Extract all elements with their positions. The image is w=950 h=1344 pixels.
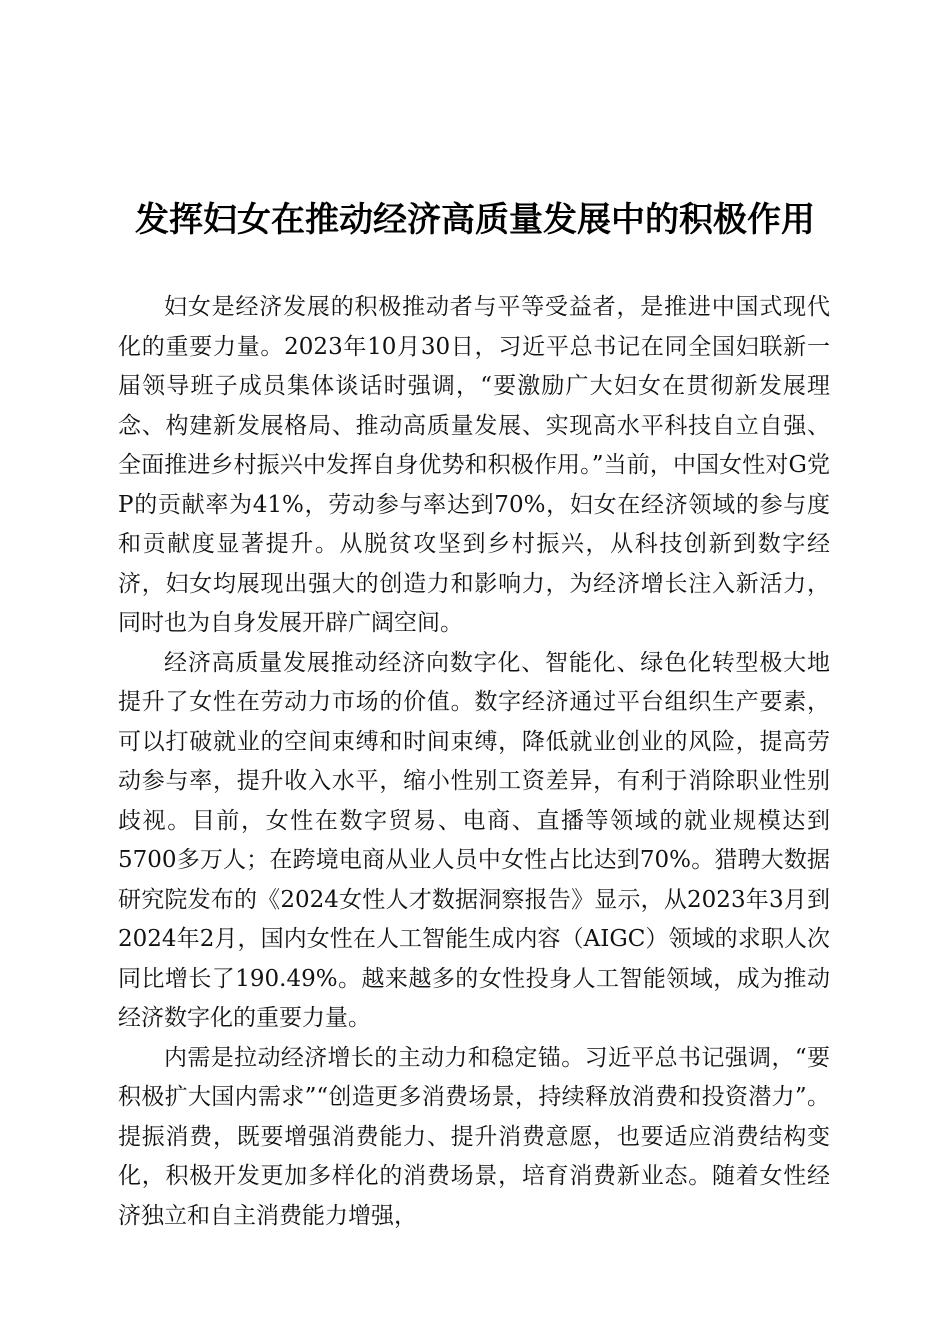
document-body (118, 288, 830, 1236)
paragraph-3: 内需是拉动经济增长的主动力和稳定锚。习近平总书记强调，“要积极扩大国内需求”“创造更多消费场景，持续释放消费和投资潜力”。提振消费，既要增强消费能力、提升消费意愿，也要适应消费结构变化，积极开发更加多样化的消费场景，培育消费新业态。随着女性经济独立和自主消费能力增强， (118, 1044, 830, 1229)
paragraph-1: 妇女是经济发展的积极推动者与平等受益者，是推进中国式现代化的重要力量。2023年10月30日，习近平总书记在同全国妇联新一届领导班子成员集体谈话时强调，“要激励广大妇女在贯彻新发展理念、构建新发展格局、推动高质量发展、实现高水平科技自立自强、全面推进乡村振兴中发挥自身优势和积极作用。”当前，中国女性对G党P的贡献率为41%，劳动参与率达到70%，妇女在经济领域的参与度和贡献度显著提升。从脱贫攻坚到乡村振兴，从科技创新到数字经济，妇女均展现出强大的创造力和影响力，为经济增长注入新活力，同时也为自身发展开辟广阔空间。 (118, 294, 830, 636)
document-title: 发挥妇女在推动经济高质量发展中的积极作用 (135, 200, 815, 240)
paragraph-2: 经济高质量发展推动经济向数字化、智能化、绿色化转型极大地提升了女性在劳动力市场的价值。数字经济通过平台组织生产要素，可以打破就业的空间束缚和时间束缚，降低就业创业的风险，提高劳动参与率，提升收入水平，缩小性别工资差异，有利于消除职业性别歧视。目前，女性在数字贸易、电商、直播等领域的就业规模达到5700多万人；在跨境电商从业人员中女性占比达到70%。猎聘大数据研究院发布的《2024女性人才数据洞察报告》显示，从2023年3月到2024年2月，国内女性在人工智能生成内容（AIGC）领域的求职人次同比增长了190.49%。越来越多的女性投身人工智能领域，成为推动经济数字化的重要力量。 (118, 649, 830, 1031)
